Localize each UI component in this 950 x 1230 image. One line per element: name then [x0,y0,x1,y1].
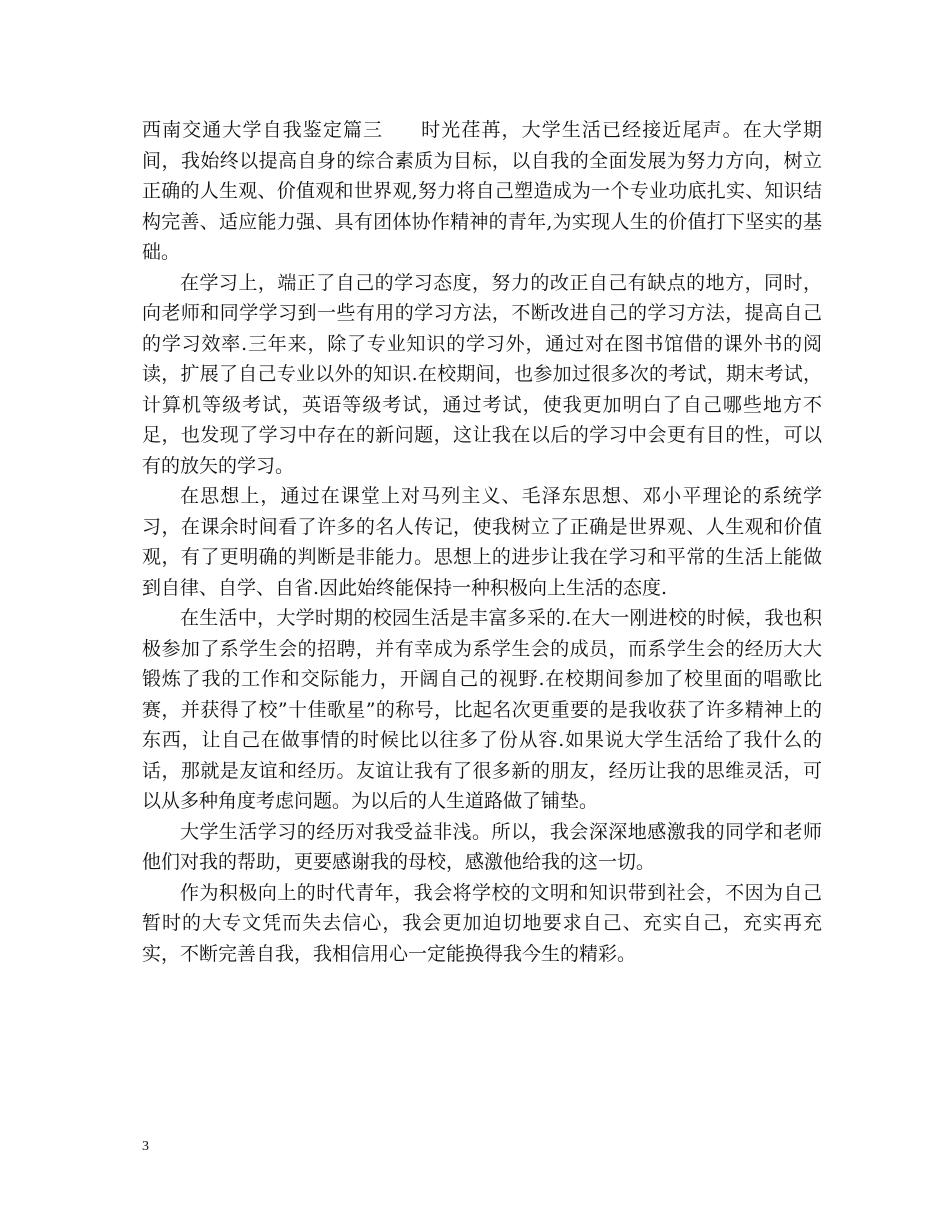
intro-text: 时光荏苒，大学生活已经接近尾声。在大学期间，我始终以提高自身的综合素质为目标，以自我的全面发展为努力方向，树立正确的人生观、价值观和世界观,努力将自己塑造成为一个专业功底扎实、知识结构完善、适应能力强、具有团体协作精神的青年,为实现人生的价值打下坚实的基础。 [142,119,822,263]
paragraph-thought: 在思想上，通过在课堂上对马列主义、毛泽东思想、邓小平理论的系统学习，在课余时间看了许多的名人传记，使我树立了正确是世界观、人生观和价值观，有了更明确的判断是非能力。思想上的进步让我在学习和平常的生活上能做到自律、自学、自省.因此始终能保持一种积极向上生活的态度. [142,485,822,599]
paragraph-future: 作为积极向上的时代青年，我会将学校的文明和知识带到社会，不因为自己暂时的大专文凭而失去信心，我会更加迫切地要求自己、充实自己，充实再充实，不断完善自我，我相信用心一定能换得我今生的精彩。 [142,881,822,965]
paragraph-life: 在生活中，大学时期的校园生活是丰富多采的.在大一刚进校的时候，我也积极参加了系学生会的招聘，并有幸成为系学生会的成员，而系学生会的经历大大锻炼了我的工作和交际能力，开阔自己的视野.在校期间参加了校里面的唱歌比赛，并获得了校”十佳歌星”的称号，比起名次更重要的是我收获了许多精神上的东西，让自己在做事情的时候比以往多了份从容.如果说大学生活给了我什么的话，那就是友谊和经历。友谊让我有了很多新的朋友，经历让我的思维灵活，可以从多种角度考虑问题。为以后的人生道路做了铺垫。 [142,607,822,812]
paragraph-gratitude: 大学生活学习的经历对我受益非浅。所以，我会深深地感激我的同学和老师他们对我的帮助，更要感谢我的母校，感激他给我的这一切。 [142,820,822,873]
document-body [142,115,822,969]
document-title: 西南交通大学自我鉴定篇三 [142,119,384,141]
intro-paragraph [142,115,822,268]
page-number: 3 [142,1139,149,1154]
paragraph-study: 在学习上，端正了自己的学习态度，努力的改正自己有缺点的地方，同时，向老师和同学学习到一些有用的学习方法，不断改进自己的学习方法，提高自己的学习效率.三年来，除了专业知识的学习外，通过对在图书馆借的课外书的阅读，扩展了自己专业以外的知识.在校期间，也参加过很多次的考试，期末考试，计算机等级考试，英语等级考试，通过考试，使我更加明白了自己哪些地方不足，也发现了学习中存在的新问题，这让我在以后的学习中会更有目的性，可以有的放矢的学习。 [142,271,822,477]
